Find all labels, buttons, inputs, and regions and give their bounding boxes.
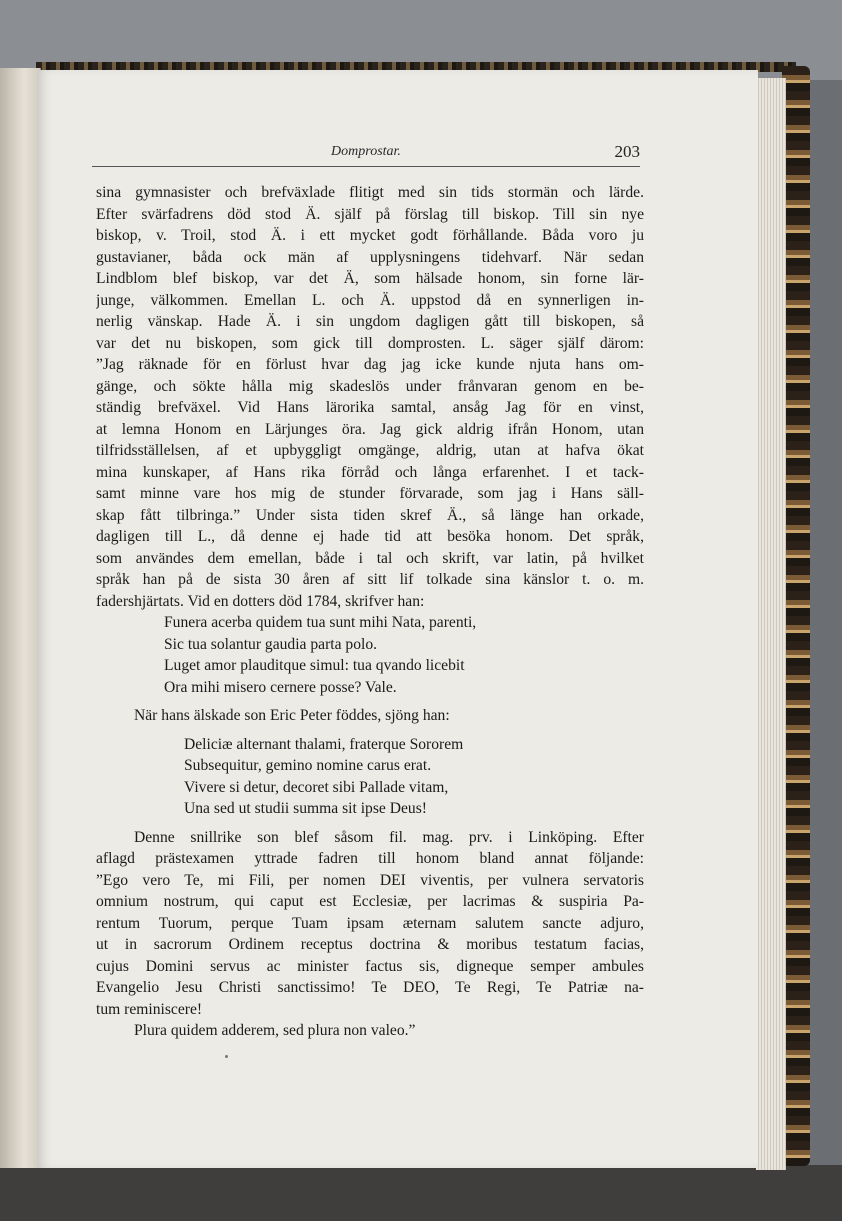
verse-line: Una sed ut studii summa sit ipse Deus! (184, 800, 427, 817)
text-line: ”Jag räknade för en förlust hvar dag jag icke kunde njuta hans om- (96, 356, 644, 373)
text-line: Lindblom blef biskop, var det Ä, som hälsade honom, sin forne lär- (96, 270, 644, 287)
running-head: Domprostar. (331, 144, 401, 159)
text-line: fadershjärtats. Vid en dotters död 1784, skrifver han: (96, 592, 425, 610)
spacer (96, 727, 644, 734)
backdrop-bottom (0, 1165, 842, 1221)
text-line: sina gymnasister och brefväxlade flitigt med sin tids stormän och lärde. (96, 184, 644, 201)
verse-line: Sic tua solantur gaudia parta polo. (164, 635, 378, 653)
verse-line: Subsequitur, gemino nomine carus erat. (184, 757, 432, 774)
left-page-edge (0, 68, 41, 1168)
latin-verse-1 (96, 612, 644, 698)
text-line: tum reminiscere! (96, 1000, 203, 1018)
text-line: gänge, och sökte hålla mig skadeslös under frånvaran genom en be- (96, 377, 644, 395)
text-line: ”Ego vero Te, mi Fili, per nomen DEI viventis, per vulnera servatoris (96, 871, 644, 889)
text-line: rentum Tuorum, perque Tuam ipsam æternam salutem sancte adjuro, (96, 914, 644, 932)
text-line: tilfridsställelsen, af et upbyggligt omgänge, aldrig, utan at hafva ökat (96, 442, 644, 459)
text-line: Denne snillrike son blef såsom fil. mag. prv. i Linköping. Efter (134, 828, 644, 846)
text-line: cujus Domini servus ac minister factus sis, digneque semper ambules (96, 957, 644, 975)
text-line: som användes dem emellan, både i tal och skrift, var latin, på hvilket (96, 549, 644, 567)
page-number: 203 (614, 142, 640, 161)
paragraph-1 (96, 182, 644, 612)
text-line: at lemna Honom en Lärjunges öra. Jag gick aldrig ifrån Honom, utan (96, 420, 644, 438)
verse-line: Deliciæ alternant thalami, fraterque Sororem (184, 735, 464, 753)
text-line: aflagd prästexamen yttrade fadren till honom bland annat följande: (96, 850, 644, 867)
spacer (96, 820, 644, 827)
page-body (96, 182, 644, 1042)
page-header (92, 144, 640, 164)
verse-line: Vivere si detur, decoret sibi Pallade vitam, (184, 778, 449, 796)
text-line: junge, välkommen. Emellan L. och Ä. uppstod då en synnerligen in- (96, 291, 644, 309)
verse-line: Funera acerba quidem tua sunt mihi Nata, parenti, (164, 614, 477, 631)
ink-speck (225, 1055, 228, 1058)
header-rule (92, 166, 640, 167)
text-line: ständig brefväxel. Vid Hans lärorika samtal, ansåg Jag för en vinst, (96, 399, 644, 416)
verse-intro: När hans älskade son Eric Peter föddes, sjöng han: (134, 707, 450, 724)
text-line: omnium nostrum, qui caput est Ecclesiæ, per lacrimas & suspiria Pa- (96, 893, 644, 910)
closing-line: Plura quidem adderem, sed plura non valeo.” (134, 1022, 416, 1039)
text-line: Evangelio Jesu Christi sanctissimo! Te DEO, Te Regi, Te Patriæ na- (96, 979, 644, 996)
page-stack (756, 78, 786, 1170)
verse-line: Luget amor plauditque simul: tua qvando licebit (164, 657, 465, 674)
latin-verse-2 (96, 734, 644, 820)
text-line: mina kunskaper, af Hans rika förråd och långa erfarenhet. I et tack- (96, 463, 644, 481)
text-line: dagligen till L., då denne ej hade tid att besöka honom. Det språk, (96, 528, 644, 545)
verse-line: Ora mihi misero cernere posse? Vale. (164, 678, 397, 696)
text-line: var det nu biskopen, som gick till domprosten. L. säger själf därom: (96, 334, 644, 352)
paragraph-3 (96, 827, 644, 1042)
text-line: gustavianer, båda ock män af upplysningens tidehvarf. När sedan (96, 248, 644, 266)
spacer (96, 698, 644, 705)
text-line: språk han på de sista 30 åren af sitt lif tolkade sina känslor t. o. m. (96, 571, 644, 588)
text-line: samt minne vare hos mig de stunder förvarade, som jag i Hans säll- (96, 485, 644, 502)
text-line: nerlig vänskap. Hade Ä. i sin ungdom dagligen gått till biskopen, så (96, 313, 644, 330)
text-line: Efter svärfadrens död stod Ä. själf på förslag till biskop. Till sin nye (96, 205, 644, 223)
text-line: skap fått tilbringa.” Under sista tiden skref Ä., så länge han orkade, (96, 506, 644, 524)
text-line: biskop, v. Troil, stod Ä. i ett mycket godt förhållande. Båda voro ju (96, 227, 644, 244)
marbled-cover-edge (782, 66, 810, 1166)
text-line: ut in sacrorum Ordinem receptus doctrina & moribus testatum facias, (96, 936, 644, 953)
